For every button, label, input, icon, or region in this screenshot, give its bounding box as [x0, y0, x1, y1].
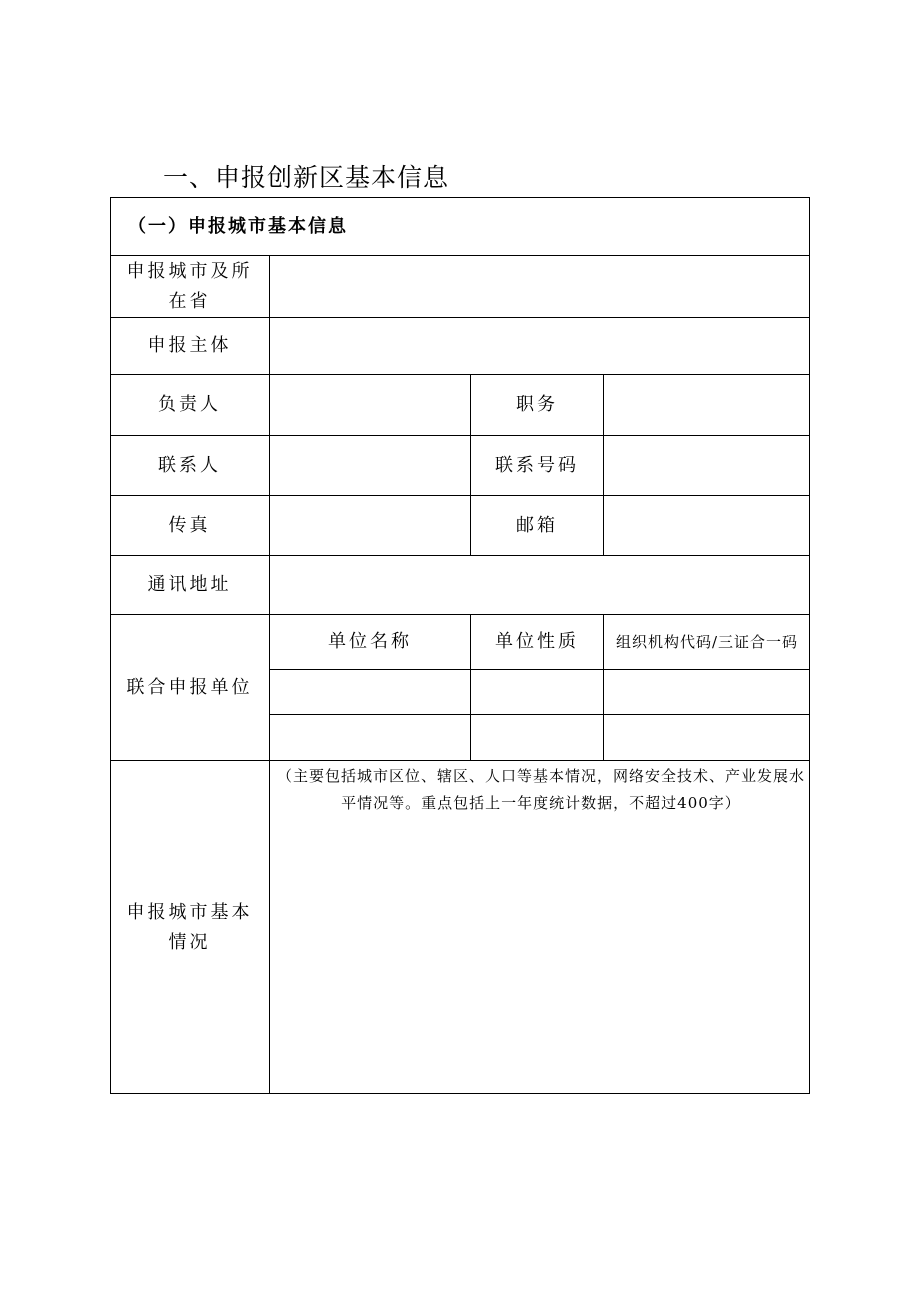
- field-city-province[interactable]: [270, 256, 810, 317]
- field-email[interactable]: [604, 496, 810, 555]
- field-joint-unit-nature[interactable]: [471, 670, 603, 714]
- section-title: （一）申报城市基本信息: [128, 215, 348, 237]
- field-fax[interactable]: [270, 496, 470, 555]
- header-unit-name: 单位名称: [328, 631, 412, 652]
- label-applicant: 申报主体: [147, 335, 232, 356]
- field-joint-unit-name[interactable]: [270, 715, 470, 760]
- info-form-table: [110, 197, 810, 1094]
- field-contact-phone[interactable]: [604, 436, 810, 495]
- page-heading: 一、申报创新区基本信息: [163, 163, 450, 192]
- label-fax: 传真: [168, 514, 211, 536]
- field-joint-unit-code[interactable]: [604, 715, 810, 760]
- header-unit-nature: 单位性质: [495, 631, 579, 652]
- field-person-in-charge[interactable]: [270, 375, 470, 435]
- field-joint-unit-name[interactable]: [270, 670, 470, 714]
- label-address: 通讯地址: [147, 574, 232, 595]
- field-joint-unit-code[interactable]: [604, 670, 810, 714]
- label-city-situation: 申报城市基本情况: [126, 901, 253, 953]
- header-org-code: 组织机构代码/三证合一码: [615, 633, 799, 651]
- label-position: 职务: [516, 394, 558, 415]
- label-joint-units: 联合申报单位: [126, 676, 253, 698]
- label-contact: 联系人: [158, 454, 221, 476]
- field-applicant[interactable]: [270, 318, 810, 374]
- field-position[interactable]: [604, 375, 810, 435]
- field-joint-unit-nature[interactable]: [471, 715, 603, 760]
- label-person-in-charge: 负责人: [158, 394, 221, 415]
- label-email: 邮箱: [516, 514, 558, 536]
- label-contact-phone: 联系号码: [495, 454, 579, 476]
- field-address[interactable]: [270, 556, 810, 614]
- city-situation-note: （主要包括城市区位、辖区、人口等基本情况，网络安全技术、产业发展水平情况等。重点包括上一年度统计数据，不超过400字）: [276, 767, 805, 812]
- label-city-province: 申报城市及所在省: [126, 260, 253, 312]
- field-contact[interactable]: [270, 436, 470, 495]
- field-city-situation[interactable]: [270, 822, 810, 1092]
